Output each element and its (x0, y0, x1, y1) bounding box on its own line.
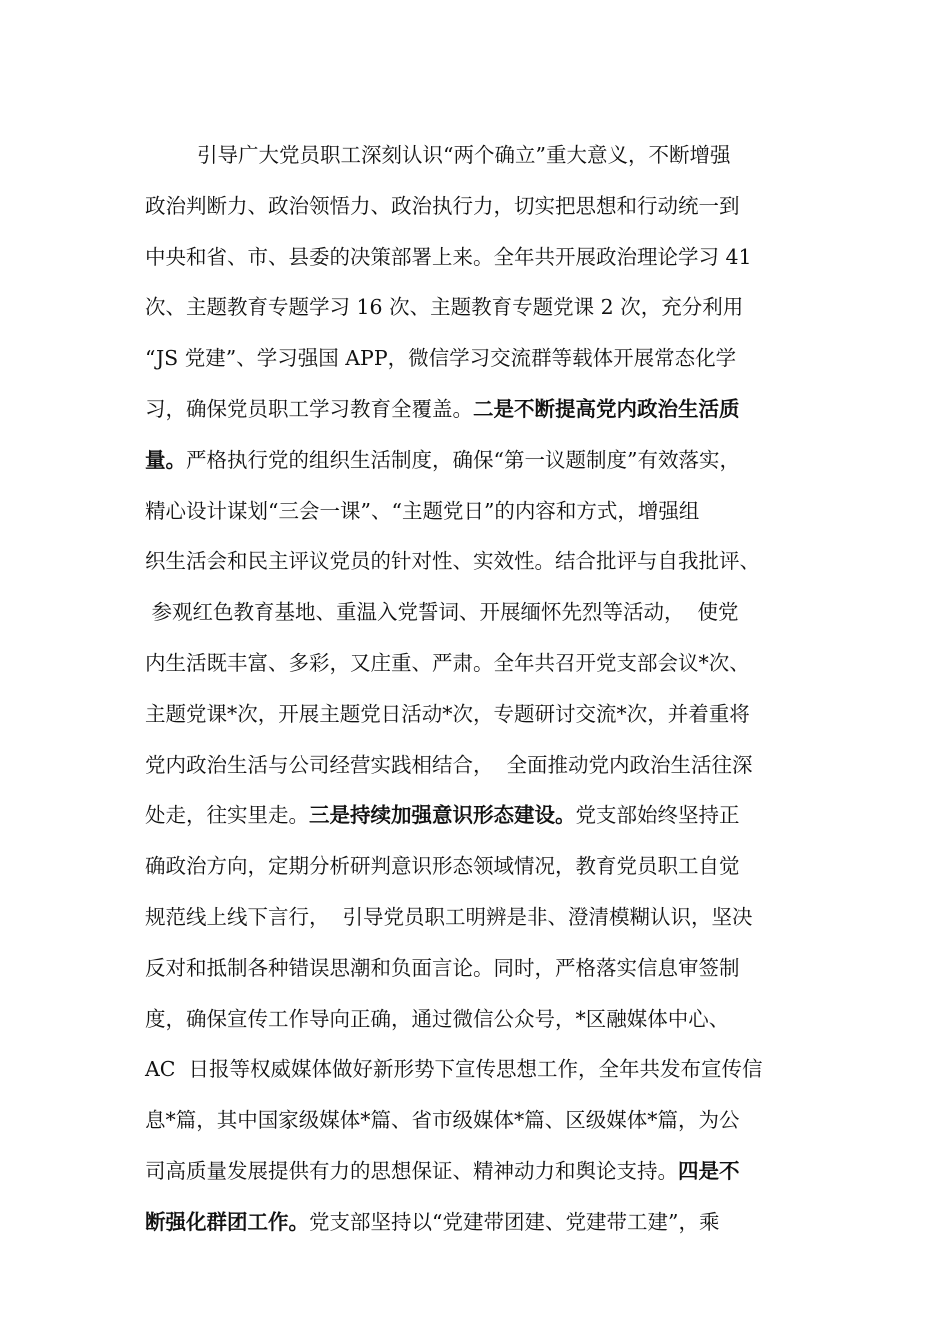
text-line (145, 697, 815, 731)
text-segment: 规范线上线下言行， 引导党员职工明辨是非、澄清模糊认识，坚决 (145, 905, 753, 929)
text-segment: 反对和抵制各种错误思潮和负面言论。同时，严格落实信息审签制 (145, 955, 740, 980)
text-line (145, 748, 815, 782)
text-line (145, 443, 815, 477)
text-segment: 习，确保党员职工学习教育全覆盖。 (145, 397, 473, 421)
text-line (145, 494, 815, 528)
text-segment: 党支部始终坚持正 (575, 803, 740, 828)
text-line (145, 646, 815, 680)
text-segment: 度，确保宣传工作导向正确，通过微信公众号，*区融媒体中心、 (145, 1006, 730, 1031)
text-line (145, 290, 815, 324)
text-segment: AC 日报等权威媒体做好新形势下宣传思想工作，全年共发布宣传信 (145, 1057, 763, 1082)
text-segment: “JS 党建”、学习强国 APP，微信学习交流群等载体开展常态化学 (145, 346, 737, 371)
text-segment: 息*篇，其中国家级媒体*篇、省市级媒体*篇、区级媒体*篇，为公 (145, 1108, 740, 1133)
text-segment: 参观红色教育基地、重温入党誓词、开展缅怀先烈等活动， 使党 (145, 600, 739, 625)
bold-heading-phrase: 四是不 (678, 1159, 740, 1183)
bold-heading-phrase: 断强化群团工作。 (145, 1209, 309, 1234)
text-line (197, 138, 815, 172)
text-line (145, 240, 815, 274)
text-line (145, 1154, 815, 1188)
text-line (145, 951, 815, 985)
text-segment: 织生活会和民主评议党员的针对性、实效性。结合批评与自我批评、 (145, 549, 760, 574)
text-line (145, 1103, 815, 1137)
text-line (145, 544, 815, 578)
text-line (145, 189, 815, 223)
text-segment: 主题党课*次，开展主题党日活动*次，专题研讨交流*次，并着重将 (145, 701, 750, 726)
text-segment: 内生活既丰富、多彩，又庄重、严肃。全年共召开党支部会议*次、 (145, 651, 750, 675)
text-segment: 政治判断力、政治领悟力、政治执行力，切实把思想和行动统一到 (145, 193, 740, 218)
text-segment: 中央和省、市、县委的决策部署上来。全年共开展政治理论学习 41 (145, 244, 752, 269)
bold-heading-phrase: 二是不断提高党内政治生活质 (473, 397, 740, 421)
text-line (145, 392, 815, 426)
text-segment: 党内政治生活与公司经营实践相结合， 全面推动党内政治生活往深 (145, 752, 753, 777)
text-segment: 党支部坚持以“党建带团建、党建带工建”，乘 (309, 1209, 720, 1234)
text-segment: 精心设计谋划“三会一课”、“主题党日”的内容和方式，增强组 (145, 498, 700, 523)
text-line (145, 1052, 815, 1086)
text-segment: 司高质量发展提供有力的思想保证、精神动力和舆论支持。 (145, 1159, 678, 1183)
text-line (145, 900, 815, 934)
text-segment: 引导广大党员职工深刻认识“两个确立”重大意义，不断增强 (197, 143, 731, 167)
text-line (145, 341, 815, 375)
text-segment: 处走，往实里走。 (145, 803, 309, 828)
text-line (145, 1002, 815, 1036)
text-line (145, 798, 815, 832)
text-segment: 严格执行党的组织生活制度，确保“第一议题制度”有效落实， (186, 447, 740, 472)
text-segment: 次、主题教育专题学习 16 次、主题教育专题党课 2 次，充分利用 (145, 295, 744, 320)
text-line (145, 595, 815, 629)
text-line (145, 849, 815, 883)
bold-heading-phrase: 三是持续加强意识形态建设。 (309, 803, 576, 828)
bold-heading-phrase: 量。 (145, 447, 186, 472)
text-segment: 确政治方向，定期分析研判意识形态领域情况，教育党员职工自觉 (145, 854, 740, 879)
text-line (145, 1205, 815, 1239)
